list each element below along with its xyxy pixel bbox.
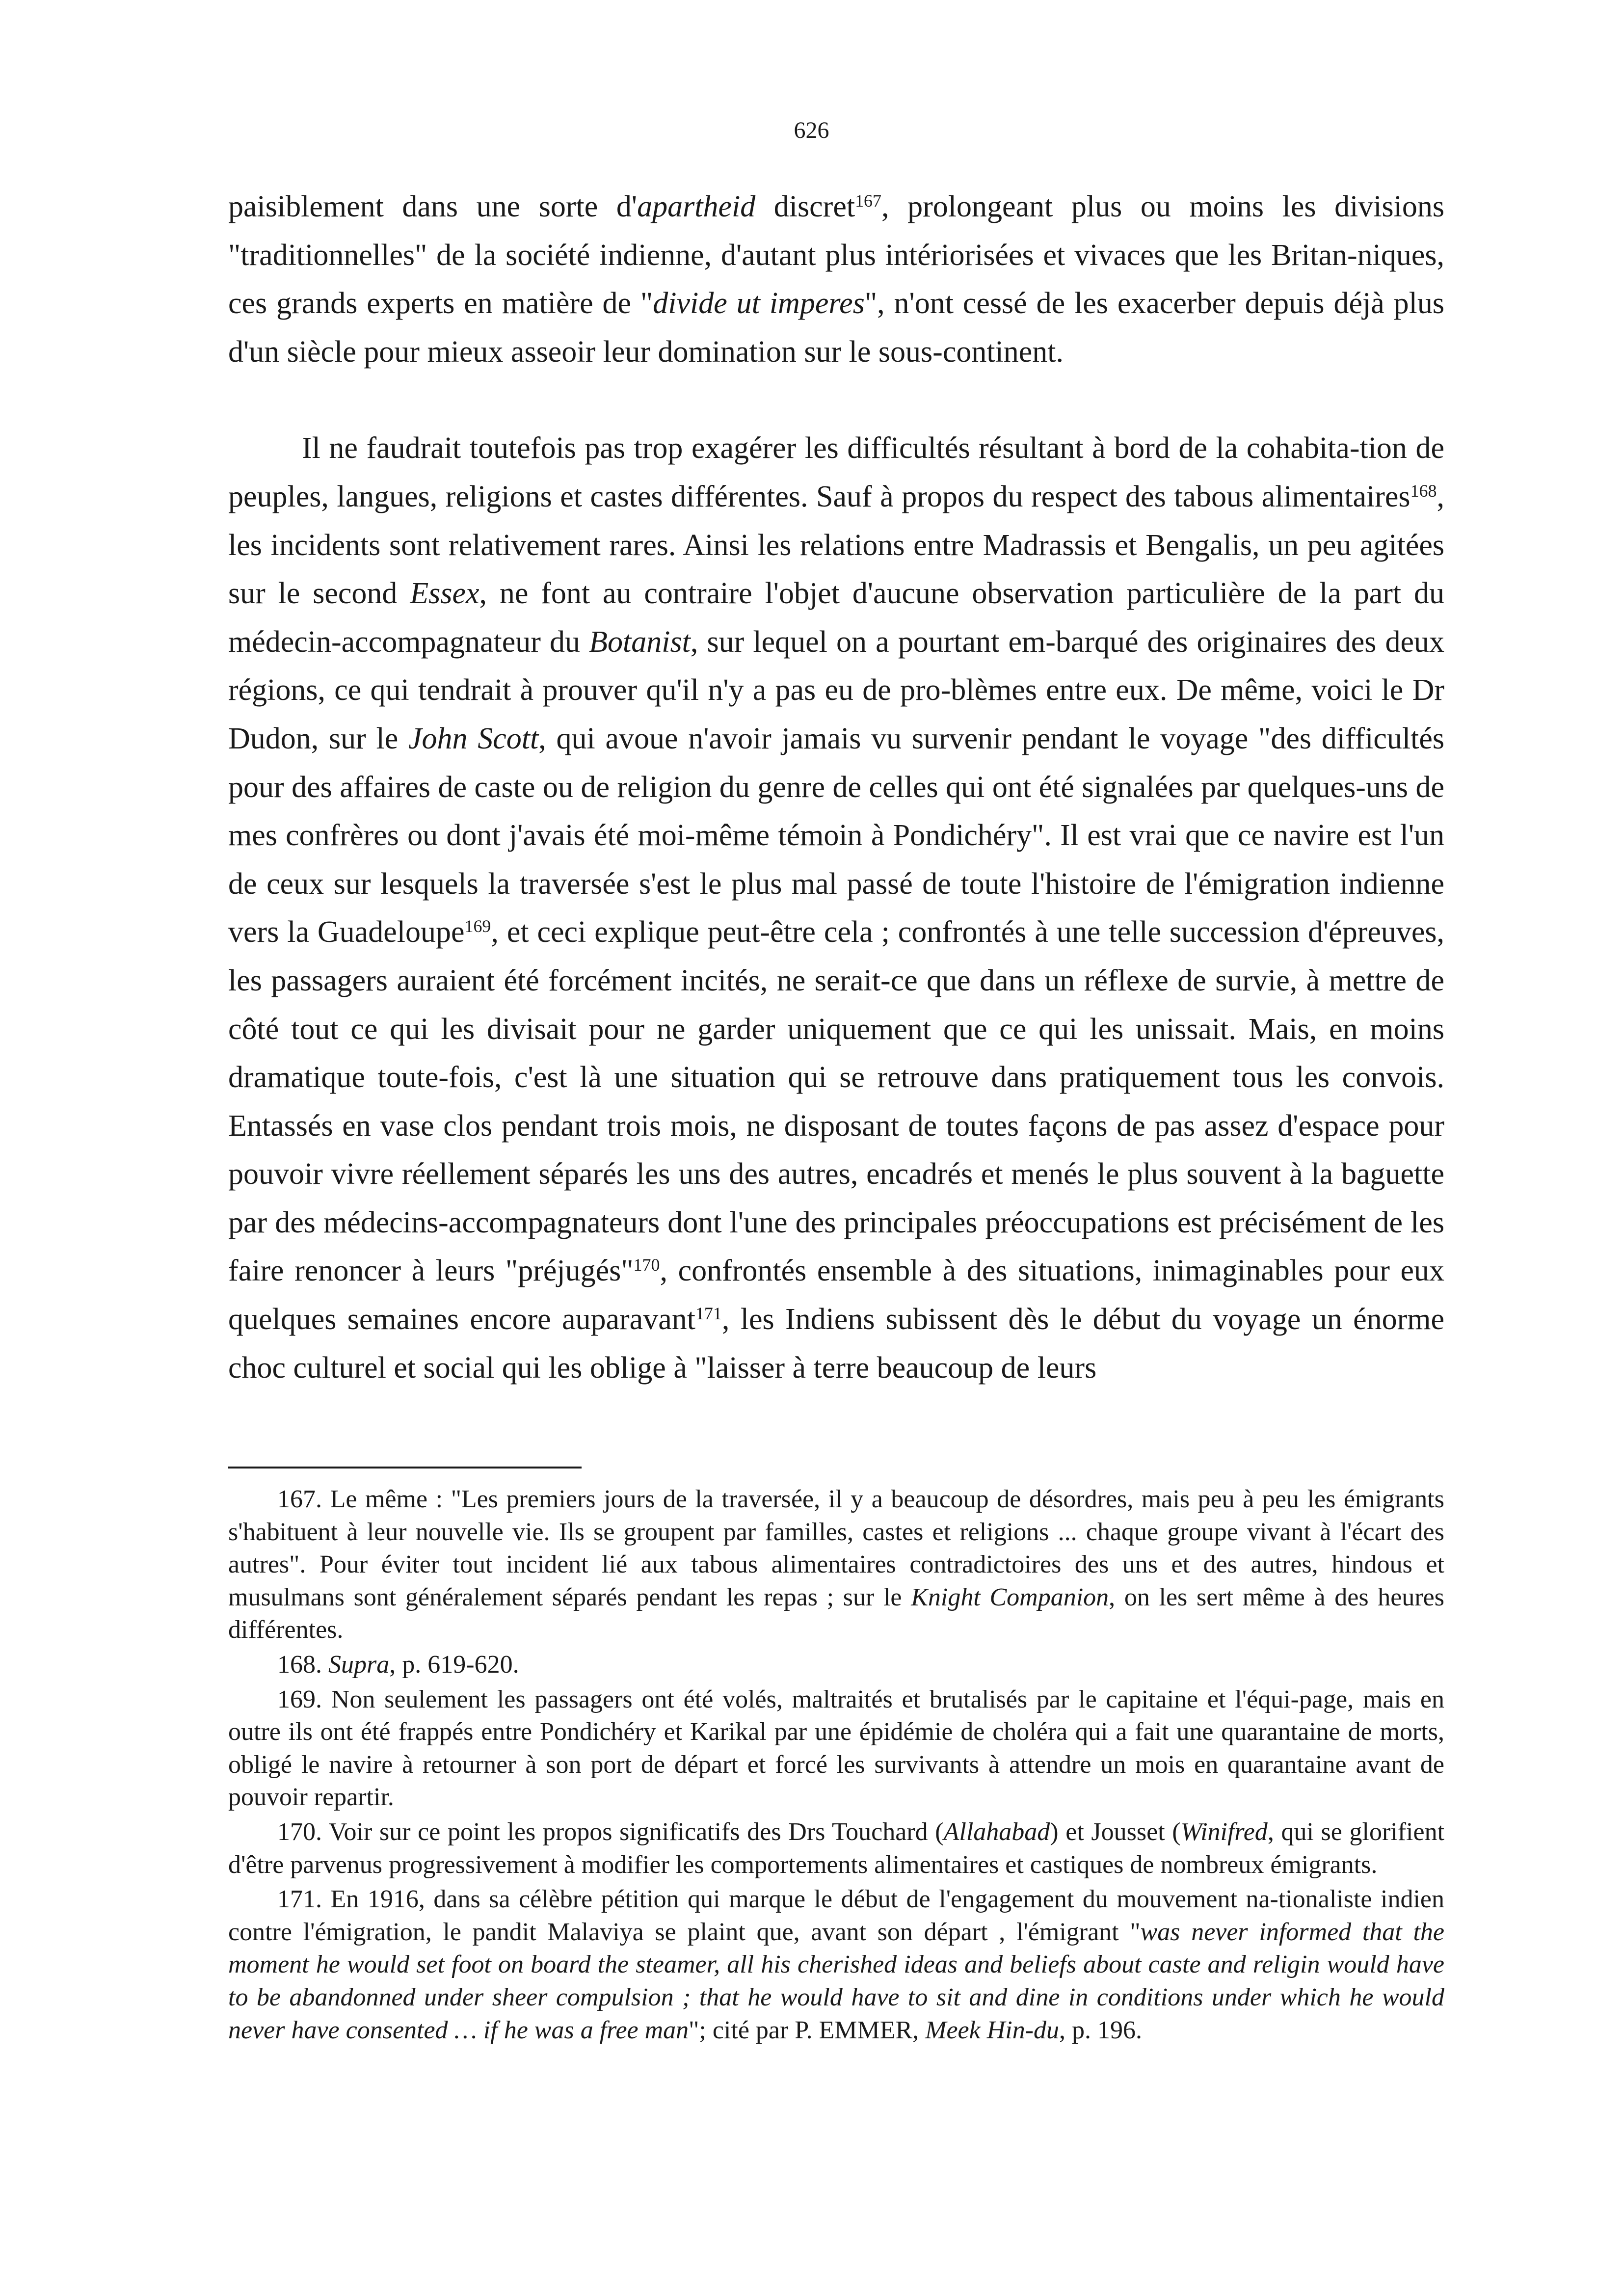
italic-term: apartheid — [637, 190, 756, 223]
page-number: 626 — [794, 117, 829, 143]
text-run: , prolongeant plus ou moins les divisions "traditionnelles" de la société indienne, d'autant plus intériorisées et vivaces que les Britan-niques, ces grands experts en matière de " — [228, 190, 1445, 320]
footnote-ref[interactable]: 169 — [464, 916, 491, 936]
italic-quote: was never informed that the moment he would set foot on board the steamer, all his cherished ideas and beliefs about caste and religin would have to be abandonned under sheer compulsion ; that he would have to sit and dine in conditions under which he would never have consented … if he was a free man — [228, 1918, 1444, 2044]
footnote-number: 169. — [277, 1685, 322, 1713]
text-run: , p. 619-620. — [389, 1650, 519, 1679]
footnote-168 — [228, 1649, 1444, 1682]
ship-name: Allahabad — [943, 1817, 1050, 1846]
footnote-ref[interactable]: 167 — [855, 191, 882, 211]
footnote-number: 170. — [277, 1817, 322, 1846]
footnote-ref[interactable]: 168 — [1410, 481, 1437, 501]
text-run: ", n'ont cessé de les exacerber depuis déjà plus d'un siècle pour mieux asseoir leur domination sur le sous-continent. — [228, 287, 1444, 369]
italic-term: divide ut imperes — [653, 287, 865, 320]
text-run: , p. 196. — [1059, 2016, 1143, 2044]
footnote-number: 168. — [277, 1650, 322, 1679]
text-run: , les Indiens subissent dès le début du voyage un énorme choc culturel et social qui les oblige à "laisser à terre beaucoup de leurs — [228, 1303, 1445, 1385]
text-run: , et ceci explique peut-être cela ; confrontés à une telle succession d'épreuves, les passagers auraient été forcément incités, ne serait-ce que dans un réflexe de survie, à mettre de côté tout ce qui les divisait pour ne garder uniquement que ce qui les unissait. Mais, en moins dramatique toute-fois, c'est là une situation qui se retrouve dans pratiquement tous les convois. Entassés en vase clos pendant trois mois, ne disposant de toutes façons de pas assez d'espace pour pouvoir vivre réellement séparés les uns des autres, encadrés et menés le plus souvent à la baguette par des médecins-accompagnateurs dont l'une des principales préoccupations est précisément de les faire renoncer à leurs "préjugés" — [228, 915, 1445, 1288]
text-run: paisiblement dans une sorte d' — [228, 190, 638, 223]
text-run: , les incidents sont relativement rares. Ainsi les relations entre Madrassis et Bengalis, un peu agitées sur le second — [228, 480, 1444, 611]
italic-title: Meek Hin-du — [925, 2016, 1060, 2044]
paragraph-1 — [228, 183, 1444, 376]
footnote-number: 167. — [277, 1485, 322, 1513]
ship-name: Knight Companion — [911, 1583, 1109, 1611]
italic-term: Supra — [328, 1650, 390, 1679]
ship-name: Winifred — [1180, 1817, 1268, 1846]
text-run: ) et Jousset ( — [1050, 1817, 1181, 1846]
text-run: , qui se glorifient d'être parvenus progressivement à modifier les comportements alimentaires et castiques de nombreux émigrants. — [228, 1817, 1445, 1879]
text-run: Le même : "Les premiers jours de la traversée, il y a beaucoup de désordres, mais peu à peu les émigrants s'habituent à leur nouvelle vie. Ils se groupent par familles, castes et religions ... chaque groupe vivant à l'écart des autres". Pour éviter tout incident lié aux tabous alimentaires contradictoires des uns et des autres, hindous et musulmans sont généralement séparés pendant les repas ; sur le — [228, 1485, 1444, 1611]
text-run: , sur lequel on a pourtant em-barqué des originaires des deux régions, ce qui tendrait à prouver qu'il n'y a pas eu de pro-blèmes entre eux. De même, voici le Dr Dudon, sur le — [228, 625, 1444, 755]
footnote-169 — [228, 1683, 1444, 1814]
text-run: Il ne faudrait toutefois pas trop exagérer les difficultés résultant à bord de la cohabita-tion de peuples, langues, religions et castes différentes. Sauf à propos du respect des tabous alimentaires — [228, 431, 1444, 513]
ship-name: John Scott — [408, 721, 539, 755]
ship-name: Essex — [410, 577, 479, 611]
text-run: , on les sert même à des heures différentes. — [228, 1583, 1444, 1644]
text-run: , qui avoue n'avoir jamais vu survenir pendant le voyage "des difficultés pour des affaires de caste ou de religion du genre de celles qui ont été signalées par quelques-uns de mes confrères ou dont j'avais été moi-même témoin à Pondichéry". Il est vrai que ce navire est l'un de ceux sur lesquels la traversée s'est le plus mal passé de toute l'histoire de l'émigration indienne vers la Guadeloupe — [228, 721, 1444, 949]
text-run: En 1916, dans sa célèbre pétition qui marque le début de l'engagement du mouvement na-tionaliste indien contre l'émigration, le pandit Malaviya se plaint que, avant son départ , l'émigrant " — [228, 1885, 1444, 1946]
footnote-separator — [228, 1467, 582, 1468]
main-text — [228, 183, 1444, 1392]
footnote-ref[interactable]: 171 — [695, 1304, 722, 1324]
text-run: , ne font au contraire l'objet d'aucune observation particulière de la part du médecin-accompagnateur du — [228, 577, 1444, 659]
text-run: discret — [755, 190, 855, 223]
footnote-number: 171. — [277, 1885, 322, 1914]
footnote-167 — [228, 1483, 1444, 1647]
paragraph-2 — [228, 424, 1444, 1392]
footnote-ref[interactable]: 170 — [633, 1255, 660, 1275]
text-run: "; cité par P. EMMER, — [689, 2016, 926, 2044]
footnote-171 — [228, 1883, 1444, 2047]
footnotes — [228, 1483, 1444, 2049]
footnote-170 — [228, 1816, 1444, 1881]
text-run: , confrontés ensemble à des situations, inimaginables pour eux quelques semaines encore auparavant — [228, 1254, 1444, 1336]
text-run: Non seulement les passagers ont été volés, maltraités et brutalisés par le capitaine et l'équi-page, mais en outre ils ont été frappés entre Pondichéry et Karikal par une épidémie de choléra qui a fait une quarantaine de morts, obligé le navire à retourner à son port de départ et forcé les survivants à attendre un mois en quarantaine avant de pouvoir repartir. — [228, 1685, 1444, 1812]
text-run: Voir sur ce point les propos significatifs des Drs Touchard ( — [322, 1817, 944, 1846]
ship-name: Botanist — [589, 625, 691, 659]
